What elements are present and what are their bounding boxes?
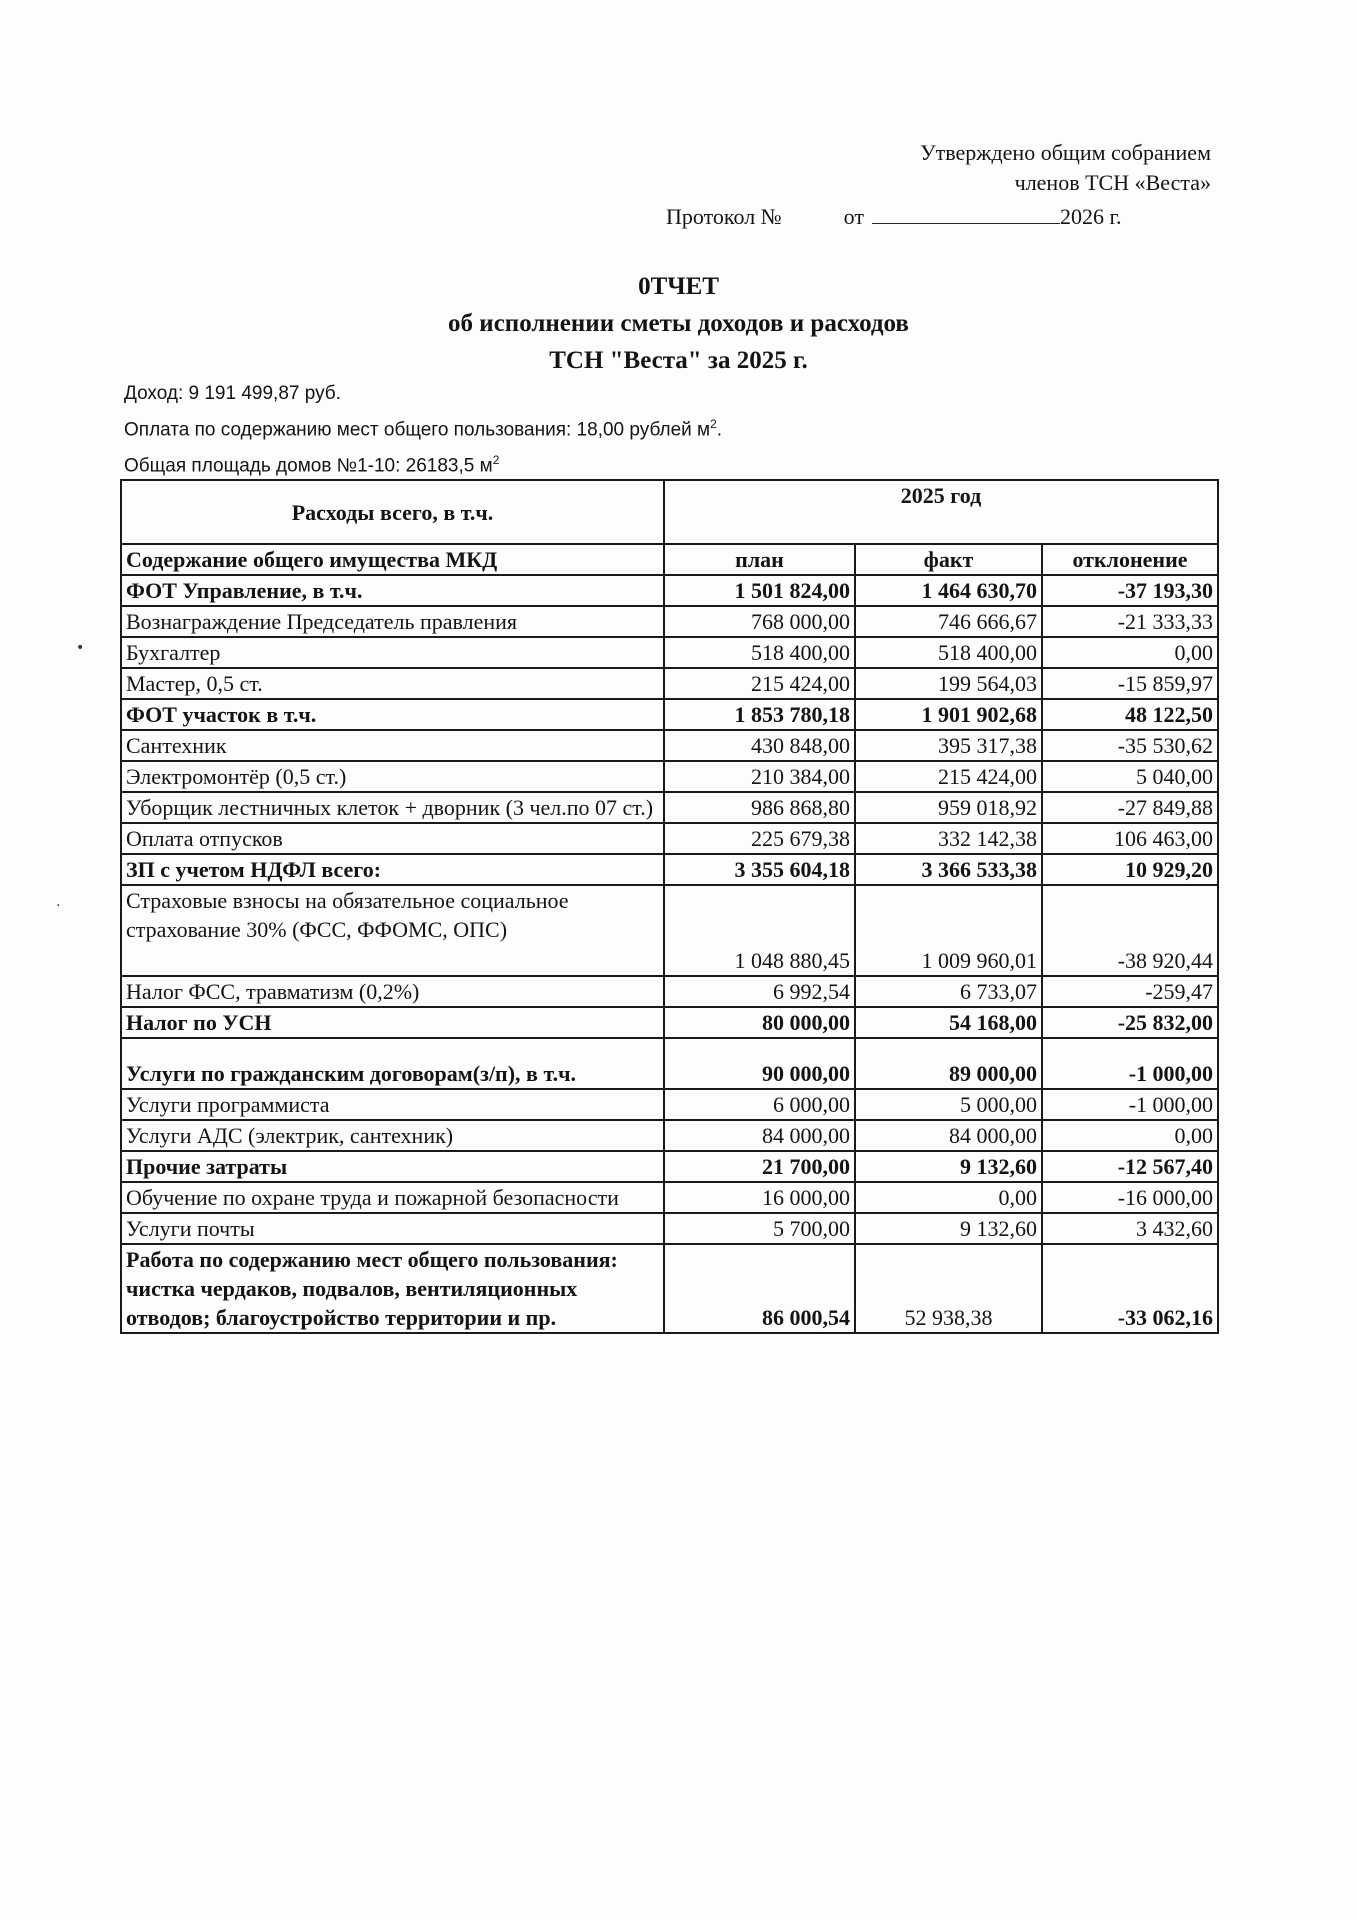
table-row bbox=[121, 1007, 1218, 1038]
row-name: Услуги почты bbox=[121, 1213, 664, 1244]
table-row bbox=[121, 1089, 1218, 1120]
row-deviation: -21 333,33 bbox=[1042, 606, 1218, 637]
row-plan: 5 700,00 bbox=[664, 1213, 855, 1244]
row-name: ФОТ участок в т.ч. bbox=[121, 699, 664, 730]
row-deviation: -25 832,00 bbox=[1042, 1007, 1218, 1038]
table-row bbox=[121, 1244, 1218, 1333]
row-plan: 86 000,54 bbox=[664, 1244, 855, 1333]
row-name: Работа по содержанию мест общего пользования: чистка чердаков, подвалов, вентиляционных отводов; благоустройство территории и пр. bbox=[121, 1244, 664, 1333]
table-subheader-row bbox=[121, 544, 1218, 575]
table-row bbox=[121, 699, 1218, 730]
row-plan: 3 355 604,18 bbox=[664, 854, 855, 885]
row-fact: 5 000,00 bbox=[855, 1089, 1042, 1120]
row-name: Бухгалтер bbox=[121, 637, 664, 668]
row-plan: 6 000,00 bbox=[664, 1089, 855, 1120]
area-line bbox=[124, 453, 499, 477]
row-plan: 1 048 880,45 bbox=[664, 885, 855, 976]
row-plan: 768 000,00 bbox=[664, 606, 855, 637]
approval-line-2: членов ТСН «Веста» bbox=[1014, 170, 1211, 195]
row-name: ФОТ Управление, в т.ч. bbox=[121, 575, 664, 606]
row-fact: 3 366 533,38 bbox=[855, 854, 1042, 885]
row-plan: 225 679,38 bbox=[664, 823, 855, 854]
table-body bbox=[121, 575, 1218, 1333]
row-plan: 84 000,00 bbox=[664, 1120, 855, 1151]
row-plan: 90 000,00 bbox=[664, 1038, 855, 1089]
payment-line bbox=[124, 417, 722, 441]
row-name: Прочие затраты bbox=[121, 1151, 664, 1182]
row-deviation: -259,47 bbox=[1042, 976, 1218, 1007]
protocol-from: от bbox=[843, 204, 864, 229]
row-fact: 54 168,00 bbox=[855, 1007, 1042, 1038]
row-plan: 986 868,80 bbox=[664, 792, 855, 823]
row-fact: 1 464 630,70 bbox=[855, 575, 1042, 606]
approval-note bbox=[920, 138, 1211, 198]
subheader-maintenance: Содержание общего имущества МКД bbox=[121, 544, 664, 575]
row-fact: 6 733,07 bbox=[855, 976, 1042, 1007]
row-name: Услуги программиста bbox=[121, 1089, 664, 1120]
protocol-year: 2026 г. bbox=[1060, 204, 1122, 229]
table-row bbox=[121, 885, 1218, 976]
row-fact: 1 009 960,01 bbox=[855, 885, 1042, 976]
title-line-2: об исполнении сметы доходов и расходов bbox=[448, 310, 909, 337]
protocol-line bbox=[666, 204, 1122, 230]
table-row bbox=[121, 1182, 1218, 1213]
scan-speck: • bbox=[76, 640, 85, 656]
row-deviation: 0,00 bbox=[1042, 637, 1218, 668]
table-row bbox=[121, 637, 1218, 668]
row-plan: 215 424,00 bbox=[664, 668, 855, 699]
row-fact: 395 317,38 bbox=[855, 730, 1042, 761]
row-name: Услуги по гражданским договорам(з/п), в т.ч. bbox=[121, 1038, 664, 1089]
row-fact: 959 018,92 bbox=[855, 792, 1042, 823]
table-row bbox=[121, 606, 1218, 637]
row-deviation: 3 432,60 bbox=[1042, 1213, 1218, 1244]
row-fact: 84 000,00 bbox=[855, 1120, 1042, 1151]
row-deviation: -37 193,30 bbox=[1042, 575, 1218, 606]
row-name: Уборщик лестничных клеток + дворник (3 чел.по 07 ст.) bbox=[121, 792, 664, 823]
row-name: Обучение по охране труда и пожарной безопасности bbox=[121, 1182, 664, 1213]
column-plan: план bbox=[664, 544, 855, 575]
row-plan: 16 000,00 bbox=[664, 1182, 855, 1213]
row-deviation: -33 062,16 bbox=[1042, 1244, 1218, 1333]
area-text: Общая площадь домов №1-10: 26183,5 м bbox=[124, 455, 493, 477]
row-deviation: 106 463,00 bbox=[1042, 823, 1218, 854]
row-fact: 215 424,00 bbox=[855, 761, 1042, 792]
payment-end: . bbox=[716, 419, 723, 441]
table-row bbox=[121, 575, 1218, 606]
row-deviation: 0,00 bbox=[1042, 1120, 1218, 1151]
header-year: 2025 год bbox=[664, 480, 1218, 544]
protocol-date-blank bbox=[872, 205, 1060, 224]
table-row bbox=[121, 1038, 1218, 1089]
row-fact: 746 666,67 bbox=[855, 606, 1042, 637]
row-plan: 1 501 824,00 bbox=[664, 575, 855, 606]
row-deviation: -27 849,88 bbox=[1042, 792, 1218, 823]
row-plan: 21 700,00 bbox=[664, 1151, 855, 1182]
row-name: Мастер, 0,5 ст. bbox=[121, 668, 664, 699]
table-row bbox=[121, 1120, 1218, 1151]
table-header-row bbox=[121, 480, 1218, 544]
row-name: ЗП с учетом НДФЛ всего: bbox=[121, 854, 664, 885]
row-deviation: 5 040,00 bbox=[1042, 761, 1218, 792]
row-fact: 52 938,38 bbox=[855, 1244, 1042, 1333]
row-fact: 0,00 bbox=[855, 1182, 1042, 1213]
payment-text: Оплата по содержанию мест общего пользования: 18,00 рублей м bbox=[124, 419, 711, 441]
header-expenses-total: Расходы всего, в т.ч. bbox=[121, 480, 664, 544]
row-fact: 9 132,60 bbox=[855, 1213, 1042, 1244]
row-fact: 518 400,00 bbox=[855, 637, 1042, 668]
row-deviation: 48 122,50 bbox=[1042, 699, 1218, 730]
row-name: Оплата отпусков bbox=[121, 823, 664, 854]
row-name: Сантехник bbox=[121, 730, 664, 761]
row-name: Налог по УСН bbox=[121, 1007, 664, 1038]
row-deviation: 10 929,20 bbox=[1042, 854, 1218, 885]
table-row bbox=[121, 730, 1218, 761]
row-plan: 210 384,00 bbox=[664, 761, 855, 792]
table-row bbox=[121, 792, 1218, 823]
title-line-1: 0ТЧЕТ bbox=[638, 273, 719, 300]
row-name: Услуги АДС (электрик, сантехник) bbox=[121, 1120, 664, 1151]
row-deviation: -1 000,00 bbox=[1042, 1038, 1218, 1089]
row-fact: 332 142,38 bbox=[855, 823, 1042, 854]
row-fact: 9 132,60 bbox=[855, 1151, 1042, 1182]
title-line-3: ТСН "Веста" за 2025 г. bbox=[549, 347, 808, 374]
column-fact: факт bbox=[855, 544, 1042, 575]
row-deviation: -1 000,00 bbox=[1042, 1089, 1218, 1120]
row-plan: 6 992,54 bbox=[664, 976, 855, 1007]
payment-sup: 2 bbox=[710, 417, 717, 431]
column-deviation: отклонение bbox=[1042, 544, 1218, 575]
row-fact: 199 564,03 bbox=[855, 668, 1042, 699]
row-deviation: -16 000,00 bbox=[1042, 1182, 1218, 1213]
row-name: Электромонтёр (0,5 ст.) bbox=[121, 761, 664, 792]
table-row bbox=[121, 823, 1218, 854]
table-row bbox=[121, 1213, 1218, 1244]
table-row bbox=[121, 854, 1218, 885]
approval-line-1: Утверждено общим собранием bbox=[920, 140, 1211, 165]
table-row bbox=[121, 1151, 1218, 1182]
row-plan: 80 000,00 bbox=[664, 1007, 855, 1038]
row-deviation: -38 920,44 bbox=[1042, 885, 1218, 976]
row-plan: 1 853 780,18 bbox=[664, 699, 855, 730]
row-name: Налог ФСС, травматизм (0,2%) bbox=[121, 976, 664, 1007]
area-sup: 2 bbox=[492, 453, 500, 467]
income-line: Доход: 9 191 499,87 руб. bbox=[124, 383, 341, 404]
row-plan: 430 848,00 bbox=[664, 730, 855, 761]
table-row bbox=[121, 976, 1218, 1007]
table-row bbox=[121, 668, 1218, 699]
row-name: Вознаграждение Председатель правления bbox=[121, 606, 664, 637]
row-fact: 1 901 902,68 bbox=[855, 699, 1042, 730]
row-deviation: -15 859,97 bbox=[1042, 668, 1218, 699]
scan-speck: · bbox=[56, 898, 61, 914]
row-deviation: -12 567,40 bbox=[1042, 1151, 1218, 1182]
expense-report-table bbox=[120, 479, 1219, 1334]
row-fact: 89 000,00 bbox=[855, 1038, 1042, 1089]
protocol-label: Протокол № bbox=[666, 204, 782, 229]
row-name: Страховые взносы на обязательное социальное страхование 30% (ФСС, ФФОМС, ОПС) bbox=[121, 885, 664, 976]
row-plan: 518 400,00 bbox=[664, 637, 855, 668]
report-title bbox=[0, 268, 1357, 379]
row-deviation: -35 530,62 bbox=[1042, 730, 1218, 761]
table-row bbox=[121, 761, 1218, 792]
